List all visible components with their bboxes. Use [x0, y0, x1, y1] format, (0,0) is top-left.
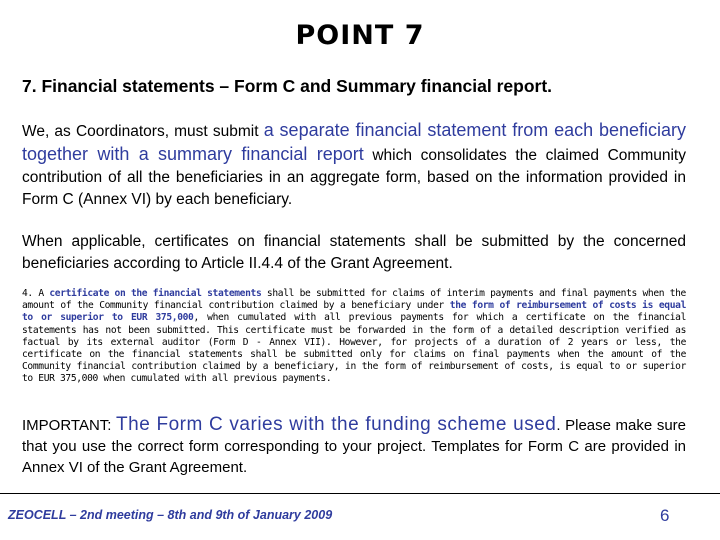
note-text-1: 4. A [22, 288, 50, 299]
note-text-2: shall be submitted for claims of interim payments and final payments when the amount of the Community financial contribution claimed by a beneficiary under [22, 288, 686, 312]
footer-meeting-text: ZEOCELL – 2nd meeting – 8th and 9th of January 2009 [8, 508, 333, 522]
para1-text-start: We, as Coordinators, must submit [22, 123, 264, 140]
note-emphasis-2: the form of reimbursement of costs is equal to or superior to EUR 375,000 [22, 300, 686, 324]
important-text: . Please make sure that you use the correct form corresponding to your project. Templates for Form C are provided in Annex VI of the Grant Agreement. [22, 417, 687, 476]
para1-text-end: which consolidates the claimed Community contribution of all the beneficiaries in an aggregate form, based on the information provided in Form C (Annex VI) by each beneficiary. [22, 147, 686, 208]
para1-emphasis: a separate financial statement from each beneficiary together with a summary financial report [22, 120, 686, 164]
important-label: IMPORTANT: [22, 417, 117, 434]
certificate-note [22, 288, 686, 386]
note-text-3: , when cumulated with all previous payments for which a certificate on the financial statements has not been submitted. This certificate must be forwarded in the form of a detailed description verified as factual by its external auditor (Form D - Annex VII). However, for projects of a duration of 2 years or less, the certificate on the financial statements shall be submitted only for claims on final payments when the amount of the Community financial contribution claimed by a beneficiary, in the form of reimbursement of costs, is equal to or superior to EUR 375,000 when cumulated with all previous payments. [22, 312, 686, 385]
note-emphasis-1: certificate on the financial statements [49, 288, 262, 299]
important-emphasis: The Form C varies with the funding scheme used [116, 414, 557, 435]
page-number: 6 [660, 506, 670, 525]
slide-title: POINT 7 [295, 20, 425, 51]
section-heading: 7. Financial statements – Form C and Summary financial report. [22, 76, 553, 96]
coordinator-paragraph [22, 119, 686, 211]
footer-divider [0, 493, 720, 494]
important-paragraph [22, 414, 686, 478]
certificate-paragraph: When applicable, certificates on financial statements shall be submitted by the concerned beneficiaries according to Article II.4.4 of the Grant Agreement. [22, 233, 686, 272]
